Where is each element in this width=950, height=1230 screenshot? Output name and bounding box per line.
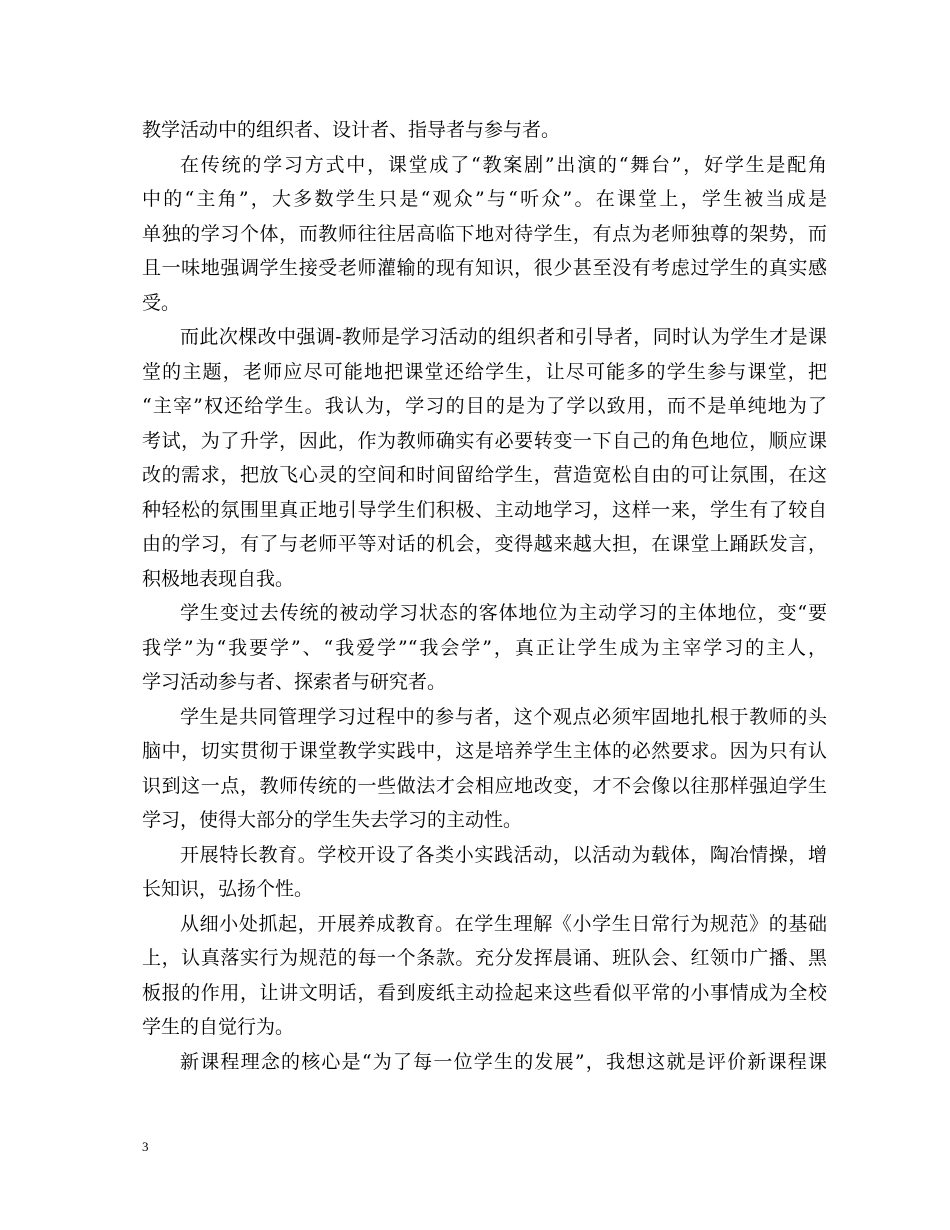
- text-line: 脑中，切实贯彻于课堂教学实践中，这是培养学生主体的必然要求。因为只有认: [142, 740, 827, 762]
- body-text: [142, 113, 827, 1079]
- text-line: 受。: [142, 291, 181, 314]
- text-line: 识到这一点，教师传统的一些做法才会相应地改变，才不会像以往那样强迫学生: [142, 774, 827, 797]
- text-line: 考试，为了升学，因此，作为教师确实有必要转变一下自己的角色地位，顺应课: [142, 429, 827, 452]
- text-line: 我学”为“我要学”、“我爱学”“我会学”，真正让学生成为主宰学习的主人，: [142, 636, 827, 659]
- text-line: 新课程理念的核心是“为了每一位学生的发展”，我想这就是评价新课程课: [180, 1050, 827, 1073]
- text-line: 单独的学习个体，而教师往往居高临下地对待学生，有点为老师独尊的架势，而: [142, 222, 827, 245]
- text-line: 堂的主题，老师应尽可能地把课堂还给学生，让尽可能多的学生参与课堂，把: [142, 360, 827, 383]
- text-line: 开展特长教育。学校开设了各类小实践活动，以活动为载体，陶冶情操，增: [180, 843, 827, 866]
- text-line: 学生的自觉行为。: [142, 1016, 295, 1038]
- text-line: 从细小处抓起，开展养成教育。在学生理解《小学生日常行为规范》的基础: [180, 912, 827, 935]
- text-line: 教学活动中的组织者、设计者、指导者与参与者。: [142, 119, 561, 141]
- text-line: 长知识，弘扬个性。: [142, 878, 314, 900]
- text-line: “主宰”权还给学生。我认为，学习的目的是为了学以致用，而不是单纯地为了: [142, 395, 827, 417]
- text-line: 种轻松的氛围里真正地引导学生们积极、主动地学习，这样一来，学生有了较自: [142, 498, 827, 521]
- text-line: 上，认真落实行为规范的每一个条款。充分发挥晨诵、班队会、红领巾广播、黑: [142, 947, 827, 969]
- text-line: 学习活动参与者、探索者与研究者。: [142, 671, 447, 693]
- text-line: 板报的作用，让讲文明话，看到废纸主动捡起来这些看似平常的小事情成为全校: [142, 981, 827, 1004]
- page-number: 3: [142, 1139, 149, 1154]
- text-line: 在传统的学习方式中，课堂成了“教案剧”出演的“舞台”，好学生是配角: [180, 153, 827, 176]
- text-line: 而此次棵改中强调-教师是学习活动的组织者和引导者，同时认为学生才是课: [180, 326, 827, 348]
- text-line: 由的学习，有了与老师平等对话的机会，变得越来越大担，在课堂上踊跃发言，: [142, 533, 827, 555]
- text-line: 积极地表现自我。: [142, 567, 295, 590]
- text-line: 学生变过去传统的被动学习状态的客体地位为主动学习的主体地位，变“要: [180, 602, 827, 624]
- text-line: 中的“主角”，大多数学生只是“观众”与“听众”。在课堂上，学生被当成是: [142, 188, 827, 210]
- text-line: 学习，使得大部分的学生失去学习的主动性。: [142, 809, 523, 831]
- text-line: 且一味地强调学生接受老师灌输的现有知识，很少甚至没有考虑过学生的真实感: [142, 257, 827, 279]
- text-line: 改的需求，把放飞心灵的空间和时间留给学生，营造宽松自由的可让氛围，在这: [142, 464, 827, 486]
- text-line: 学生是共同管理学习过程中的参与者，这个观点必须牢固地扎根于教师的头: [180, 705, 827, 728]
